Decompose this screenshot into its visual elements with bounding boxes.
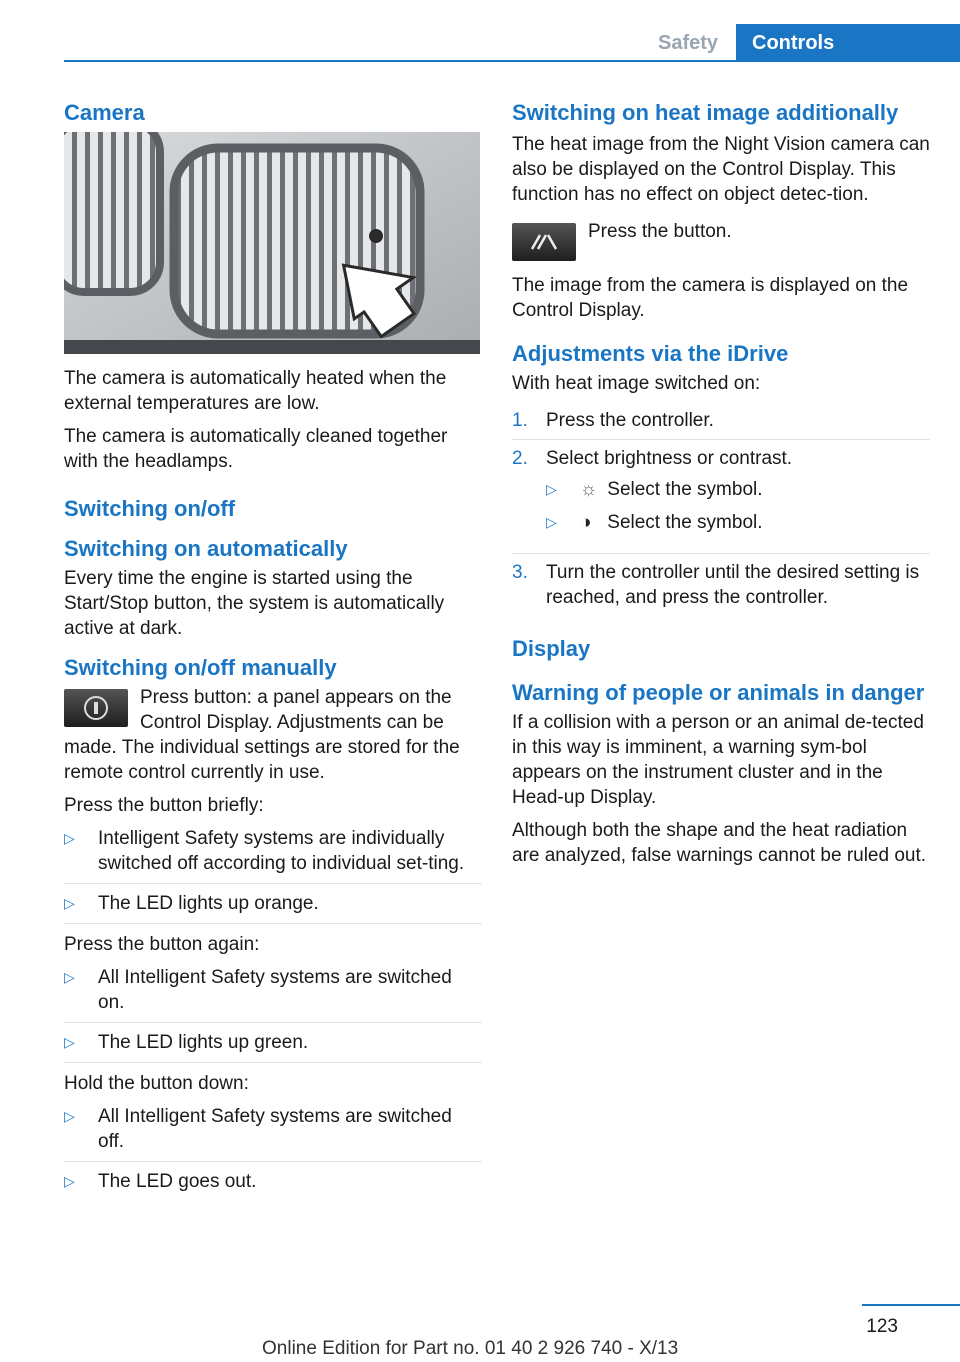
camera-heading: Camera bbox=[64, 100, 145, 125]
kidney-grille-illustration bbox=[64, 132, 480, 354]
info-car-icon bbox=[64, 689, 128, 727]
warning-heading: Warning of people or animals in danger bbox=[512, 680, 925, 705]
display-heading: Display bbox=[512, 636, 591, 661]
heat-heading: Switching on heat image additionally bbox=[512, 100, 899, 125]
camera-paragraph-2: The camera is automatically cleaned together with the headlamps. bbox=[64, 426, 448, 472]
idrive-heading: Adjustments via the iDrive bbox=[512, 341, 789, 366]
list-item: ▷ The LED lights up orange. bbox=[64, 891, 482, 924]
manual-paragraph-text: Press button: a panel appears on the Control Display. Adjustments can be made. The individual settings are stored for the remote control currently in use. bbox=[64, 687, 460, 783]
intelligent-safety-button-image bbox=[64, 689, 128, 727]
step-item: 1. Press the controller. bbox=[512, 408, 930, 440]
list-item: ▷ The LED lights up green. bbox=[64, 1030, 482, 1063]
auto-paragraph: Every time the engine is started using the Start/Stop button, the system is automatically active at dark. bbox=[64, 568, 445, 639]
list-item: ▷ All Intelligent Safety systems are switched off. bbox=[64, 1104, 482, 1162]
step-item: 2. Select brightness or contrast. ▷ ☼ Select the symbol. ▷ ◑ Select the symbol. bbox=[512, 446, 930, 554]
camera-grille-photo bbox=[64, 132, 480, 354]
triangle-right-icon: ▷ bbox=[64, 1108, 75, 1124]
heat-button-text: Press the button. bbox=[588, 221, 732, 242]
idrive-steps bbox=[512, 408, 930, 616]
auto-heading: Switching on automatically bbox=[64, 536, 348, 561]
left-column bbox=[64, 100, 482, 1209]
half-circle-icon: ◑ bbox=[580, 512, 592, 533]
hold-label: Hold the button down: bbox=[64, 1073, 249, 1094]
warning-paragraph-2: Although both the shape and the heat radiation are analyzed, false warnings cannot be ruled out. bbox=[512, 820, 927, 866]
switching-heading: Switching on/off bbox=[64, 496, 236, 521]
edition-footer: Online Edition for Part no. 01 40 2 926 740 - X/13 bbox=[262, 1338, 679, 1359]
again-label: Press the button again: bbox=[64, 934, 260, 955]
briefly-list bbox=[64, 826, 482, 924]
warning-paragraph-1: If a collision with a person or an animal de-tected in this way is imminent, a warning sym-bol appears on the instrument cluster and in the Head-up Display. bbox=[512, 712, 924, 808]
list-item: ▷ ◑ Select the symbol. bbox=[546, 512, 763, 533]
header-tab-safety: Safety bbox=[657, 32, 719, 54]
manual-paragraph bbox=[64, 685, 482, 785]
hold-list bbox=[64, 1104, 482, 1201]
right-column bbox=[512, 100, 930, 876]
night-vision-button-image bbox=[512, 223, 576, 261]
triangle-right-icon: ▷ bbox=[64, 895, 75, 911]
triangle-right-icon: ▷ bbox=[64, 1034, 75, 1050]
night-vision-icon bbox=[512, 223, 576, 261]
triangle-right-icon: ▷ bbox=[64, 1173, 75, 1189]
list-item: ▷ The LED goes out. bbox=[64, 1171, 257, 1192]
heat-button-row bbox=[512, 219, 930, 265]
again-list bbox=[64, 965, 482, 1063]
header-rule bbox=[64, 60, 960, 62]
idrive-paragraph: With heat image switched on: bbox=[512, 373, 761, 394]
list-item: ▷ All Intelligent Safety systems are switched on. bbox=[64, 965, 482, 1023]
camera-paragraph-1: The camera is automatically heated when the external temperatures are low. bbox=[64, 368, 447, 414]
list-item: ▷ Intelligent Safety systems are individually switched off according to individual set-ting. bbox=[64, 826, 482, 884]
briefly-label: Press the button briefly: bbox=[64, 795, 264, 816]
triangle-right-icon: ▷ bbox=[546, 514, 557, 530]
sun-icon: ☼ bbox=[580, 479, 598, 500]
heat-paragraph-1: The heat image from the Night Vision camera can also be displayed on the Control Display. This function has no effect on object detec-tion. bbox=[512, 134, 930, 205]
heat-paragraph-2: The image from the camera is displayed on the Control Display. bbox=[512, 275, 909, 321]
manual-heading: Switching on/off manually bbox=[64, 655, 337, 680]
header-tab-controls: Controls bbox=[736, 24, 960, 62]
step-item: 3. Turn the controller until the desired setting is reached, and press the controller. bbox=[512, 562, 920, 608]
brightness-contrast-list bbox=[546, 477, 930, 539]
triangle-right-icon: ▷ bbox=[546, 481, 557, 497]
footer-rule bbox=[862, 1304, 960, 1306]
page-number: 123 bbox=[866, 1316, 898, 1337]
triangle-right-icon: ▷ bbox=[64, 830, 75, 846]
triangle-right-icon: ▷ bbox=[64, 969, 75, 985]
list-item: ▷ ☼ Select the symbol. bbox=[546, 479, 763, 500]
